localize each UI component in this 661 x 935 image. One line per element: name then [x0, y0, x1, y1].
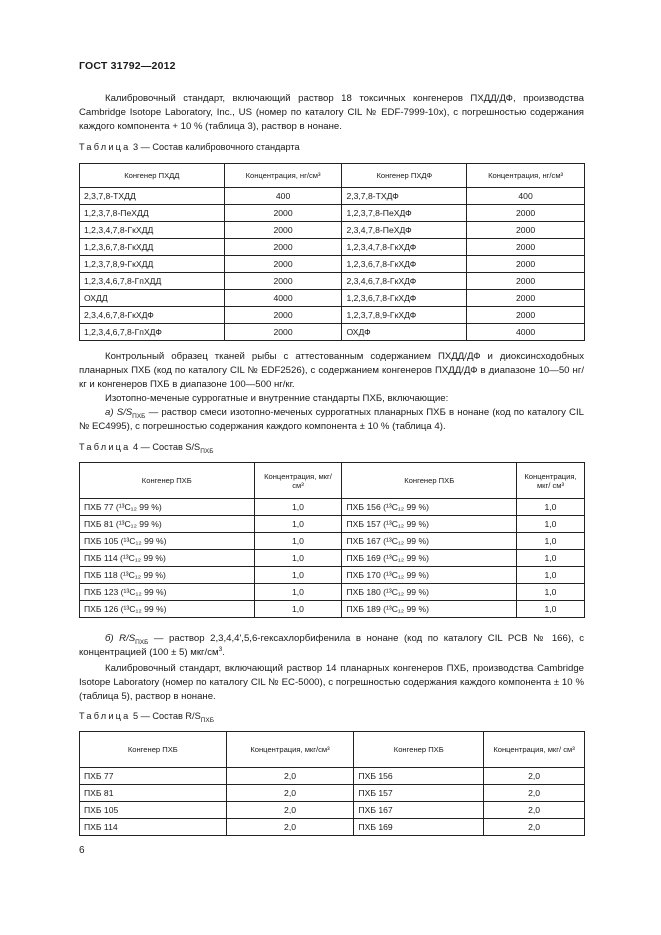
table5-body [80, 768, 585, 836]
table3-cell: 2,3,4,6,7,8-ГкХДФ [80, 307, 225, 324]
table3-cell: 400 [224, 188, 342, 205]
table3-cell: 1,2,3,4,6,7,8-ГпХДФ [80, 324, 225, 341]
table4-cell: ПХБ 114 (¹³C₁₂ 99 %) [80, 550, 255, 567]
table4-cell: 1,0 [254, 550, 342, 567]
table5-cell: 2,0 [484, 819, 585, 836]
table3-cell: 1,2,3,7,8-ПеХДД [80, 205, 225, 222]
table4-cell: ПХБ 81 (¹³C₁₂ 99 %) [80, 516, 255, 533]
table4-cell: ПХБ 167 (¹³C₁₂ 99 %) [342, 533, 517, 550]
paragraph-rs-standard [79, 632, 584, 660]
table3-cell: 1,2,3,4,7,8-ГкХДД [80, 222, 225, 239]
table4-cell: 1,0 [517, 567, 585, 584]
paragraph-isotope-standards: Изотопно-меченые суррогатные и внутренние стандарты ПХБ, включающие: [105, 393, 449, 404]
table4-cell: 1,0 [254, 584, 342, 601]
table3-cell: ОХДД [80, 290, 225, 307]
table3-cell: 2000 [224, 324, 342, 341]
table5-cell: 2,0 [226, 802, 354, 819]
table4-cell: ПХБ 157 (¹³C₁₂ 99 %) [342, 516, 517, 533]
table5-header-cell: Конгенер ПХБ [354, 732, 484, 768]
table5-cell: ПХБ 114 [80, 819, 227, 836]
table4-cell: ПХБ 118 (¹³C₁₂ 99 %) [80, 567, 255, 584]
table3-cell: 400 [467, 188, 585, 205]
table5-caption-text: 5 — Состав R/S [130, 711, 201, 721]
table5-cell: ПХБ 105 [80, 802, 227, 819]
table3-cell: 1,2,3,4,7,8-ГкХДФ [342, 239, 467, 256]
table5-row [80, 785, 585, 802]
table3-cell: 2,3,4,6,7,8-ГкХДФ [342, 273, 467, 290]
rs-label-sub: ПХБ [135, 638, 149, 646]
table4-cell: 1,0 [254, 516, 342, 533]
table3-caption [79, 142, 300, 152]
ss-label-sub: ПХБ [132, 412, 146, 420]
table3-row [80, 205, 585, 222]
table3-cell: 1,2,3,6,7,8-ГкХДД [80, 239, 225, 256]
table4-cell: 1,0 [517, 533, 585, 550]
paragraph-pcb-calibration: Калибровочный стандарт, включающий раствор 14 планарных конгенеров ПХБ, производства Cambridge Isotope Laboratory (номер по каталогу CIL № EC-5000), с погрешностью содержания каждого компонента ± 10 % (таблица 5), раствор в нонане. [79, 663, 584, 702]
table5-row [80, 802, 585, 819]
table5-cell: 2,0 [226, 785, 354, 802]
table3-header-cell: Конгенер ПХДД [80, 164, 225, 188]
table3-header-row [80, 164, 585, 188]
table4-header-cell: Концентрация, мкг/ см³ [517, 463, 585, 499]
table3-header-cell: Конгенер ПХДФ [342, 164, 467, 188]
rs-label: б) R/S [105, 633, 136, 644]
table5-cell: 2,0 [226, 819, 354, 836]
table3-cell: 2,3,7,8-ТХДФ [342, 188, 467, 205]
table3-row [80, 222, 585, 239]
table3-cell: 2000 [224, 205, 342, 222]
rs-text-sup: 3 [218, 645, 223, 653]
table4-caption [79, 442, 214, 455]
table3-cell: 2000 [224, 256, 342, 273]
table4-cell: ПХБ 126 (¹³C₁₂ 99 %) [80, 601, 255, 618]
table5-cell: ПХБ 156 [354, 768, 484, 785]
table3-row [80, 273, 585, 290]
table5-caption-prefix: Таблица [79, 711, 131, 721]
rs-text: — раствор 2,3,4,4',5,6-гексахлорбифенила в нонане (код по каталогу CIL PCB № 166), с концентрацией (100 ± 5) мкг/см [79, 633, 585, 658]
table3-cell: 2000 [467, 205, 585, 222]
table5 [79, 731, 585, 836]
table4-cell: 1,0 [517, 499, 585, 516]
table3-cell: 2000 [467, 256, 585, 273]
table3-cell: 1,2,3,7,8,9-ГкХДД [80, 256, 225, 273]
table3-row [80, 256, 585, 273]
table3-body [80, 188, 585, 341]
table3-cell: 1,2,3,6,7,8-ГкХДФ [342, 290, 467, 307]
table3-row [80, 324, 585, 341]
table3-cell: 2000 [224, 307, 342, 324]
table3-header-cell: Концентрация, нг/см³ [467, 164, 585, 188]
table4-caption-sub: ПХБ [200, 447, 214, 455]
table3-cell: 2000 [224, 222, 342, 239]
table3-row [80, 239, 585, 256]
rs-text-end: . [222, 647, 225, 658]
table5-cell: ПХБ 169 [354, 819, 484, 836]
table5-cell: ПХБ 157 [354, 785, 484, 802]
table5-cell: 2,0 [484, 802, 585, 819]
table4-row [80, 584, 585, 601]
table3-cell: 2000 [224, 273, 342, 290]
table5-caption [79, 711, 214, 724]
table3-header-cell: Концентрация, нг/см³ [224, 164, 342, 188]
paragraph-calibration-standard: Калибровочный стандарт, включающий раствор 18 токсичных конгенеров ПХДД/ДФ, производства Cambridge Isotope Laboratory, Inc., US (номер по каталогу CIL № EDF-7999-10x), с погрешностью содержания каждого компонента + 10 % (таблица 3), раствор в нонане. [79, 93, 584, 132]
table5-header-cell: Конгенер ПХБ [80, 732, 227, 768]
table4-caption-prefix: Таблица [79, 442, 131, 452]
table5-cell: ПХБ 77 [80, 768, 227, 785]
table3-cell: 1,2,3,4,6,7,8-ГпХДД [80, 273, 225, 290]
table5-caption-sub: ПХБ [200, 716, 214, 724]
table3-caption-text: 3 — Состав калибровочного стандарта [130, 142, 300, 152]
table4-row [80, 601, 585, 618]
table4-header-row [80, 463, 585, 499]
table3-row [80, 188, 585, 205]
table5-cell: ПХБ 167 [354, 802, 484, 819]
table3-cell: 2000 [467, 239, 585, 256]
ss-label: а) S/S [105, 407, 133, 418]
table5-cell: ПХБ 81 [80, 785, 227, 802]
table3-cell: 2000 [467, 222, 585, 239]
table3-cell: 2,3,7,8-ТХДД [80, 188, 225, 205]
table5-header-cell: Концентрация, мкг/ см³ [484, 732, 585, 768]
table4-cell: 1,0 [517, 601, 585, 618]
ss-text: — раствор смеси изотопно-меченых суррогатных планарных ПХБ в нонане (код по каталогу CIL № EC4995), с погрешностью содержания каждого компонента ± 10 % (таблица 4). [79, 407, 584, 432]
table3-row [80, 307, 585, 324]
table3-cell: 4000 [467, 324, 585, 341]
table3-caption-prefix: Таблица [79, 142, 131, 152]
table5-header-cell: Концентрация, мкг/см³ [226, 732, 354, 768]
table3-cell: 2000 [467, 290, 585, 307]
table4-cell: ПХБ 169 (¹³C₁₂ 99 %) [342, 550, 517, 567]
table4-cell: ПХБ 156 (¹³C₁₂ 99 %) [342, 499, 517, 516]
table3-cell: 2,3,4,7,8-ПеХДФ [342, 222, 467, 239]
table4-body [80, 499, 585, 618]
table5-cell: 2,0 [484, 785, 585, 802]
table5-cell: 2,0 [484, 768, 585, 785]
table4-cell: 1,0 [254, 567, 342, 584]
table4-cell: 1,0 [517, 584, 585, 601]
paragraph-control-sample: Контрольный образец тканей рыбы с аттестованным содержанием ПХДД/ДФ и диоксинсходобных планарных ПХБ (код по каталогу CIL № EDF2526), с содержанием конгенеров ПХДД/ДФ в диапазоне 10—50 нг/кг и конгенеров ПХБ в диапазоне 100—500 нг/кг. [79, 351, 584, 390]
table3-cell: 2000 [467, 273, 585, 290]
table4-header-cell: Концентрация, мкг/см³ [254, 463, 342, 499]
table4-cell: 1,0 [254, 499, 342, 516]
table4-cell: 1,0 [254, 533, 342, 550]
table4-caption-text: 4 — Состав S/S [130, 442, 201, 452]
table5-row [80, 768, 585, 785]
table4-row [80, 533, 585, 550]
table4-cell: 1,0 [254, 601, 342, 618]
table3-cell: 1,2,3,7,8-ПеХДФ [342, 205, 467, 222]
table3-cell: 4000 [224, 290, 342, 307]
table4-row [80, 499, 585, 516]
table3 [79, 163, 585, 341]
table4-cell: ПХБ 170 (¹³C₁₂ 99 %) [342, 567, 517, 584]
table4-row [80, 550, 585, 567]
table4-header-cell: Конгенер ПХБ [80, 463, 255, 499]
table4-cell: ПХБ 77 (¹³C₁₂ 99 %) [80, 499, 255, 516]
paragraph-ss-standard [79, 406, 584, 434]
table5-cell: 2,0 [226, 768, 354, 785]
table5-row [80, 819, 585, 836]
table4-row [80, 516, 585, 533]
page-number: 6 [79, 845, 85, 856]
table3-cell: 2000 [467, 307, 585, 324]
table4-cell: 1,0 [517, 550, 585, 567]
table4-cell: ПХБ 180 (¹³C₁₂ 99 %) [342, 584, 517, 601]
table3-cell: 1,2,3,6,7,8-ГкХДФ [342, 256, 467, 273]
table3-cell: 2000 [224, 239, 342, 256]
table4-row [80, 567, 585, 584]
table3-cell: ОХДФ [342, 324, 467, 341]
table4-cell: ПХБ 123 (¹³C₁₂ 99 %) [80, 584, 255, 601]
table5-header-row [80, 732, 585, 768]
table4 [79, 462, 585, 618]
table3-row [80, 290, 585, 307]
page-header-title: ГОСТ 31792—2012 [79, 60, 176, 72]
table4-cell: ПХБ 105 (¹³C₁₂ 99 %) [80, 533, 255, 550]
table4-cell: ПХБ 189 (¹³C₁₂ 99 %) [342, 601, 517, 618]
table3-cell: 1,2,3,7,8,9-ГкХДФ [342, 307, 467, 324]
table4-cell: 1,0 [517, 516, 585, 533]
table4-header-cell: Конгенер ПХБ [342, 463, 517, 499]
